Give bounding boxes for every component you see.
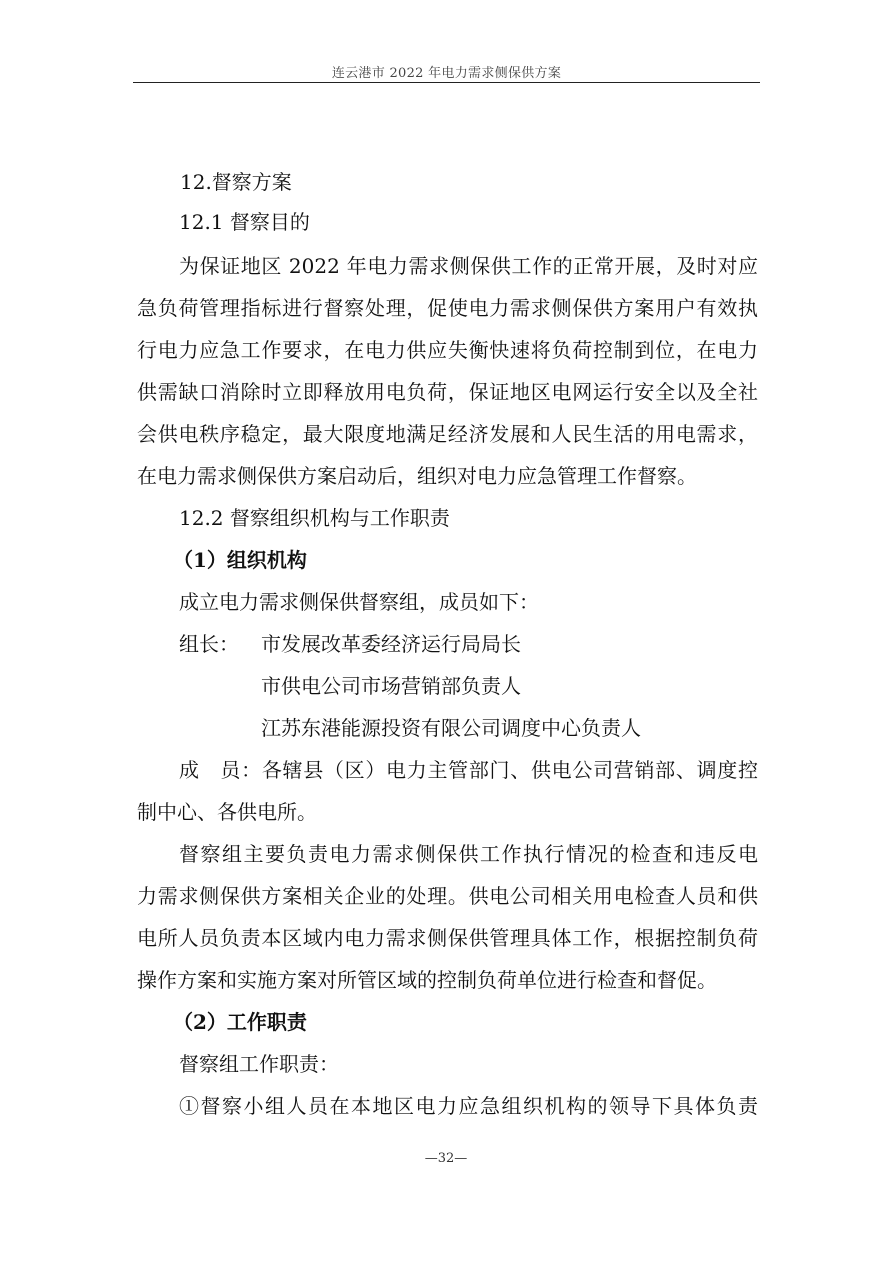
para2-line-4: 操作方案和实施方案对所管区域的控制负荷单位进行检查和督促。 — [137, 968, 717, 992]
header-rule — [133, 82, 760, 83]
para1-line-1: 为保证地区 2022 年电力需求侧保供工作的正常开展，及时对应 — [179, 254, 758, 278]
subsection-title-12-1: 12.1 督察目的 — [179, 210, 310, 234]
duty-intro: 督察组工作职责： — [179, 1052, 339, 1076]
running-header: 连云港市 2022 年电力需求侧保供方案 — [331, 66, 562, 81]
members-line-1: 成 员：各辖县（区）电力主管部门、供电公司营销部、调度控 — [179, 758, 758, 782]
org-intro: 成立电力需求侧保供督察组，成员如下： — [179, 590, 539, 614]
duty-item-1: ①督察小组人员在本地区电力应急组织机构的领导下具体负责 — [179, 1094, 758, 1118]
para1-line-5: 会供电秩序稳定，最大限度地满足经济发展和人民生活的用电需求， — [137, 422, 758, 446]
para2-line-2: 力需求侧保供方案相关企业的处理。供电公司相关用电检查人员和供 — [137, 884, 758, 908]
section-title: 12.督察方案 — [180, 170, 292, 194]
leader-3: 江苏东港能源投资有限公司调度中心负责人 — [261, 716, 641, 740]
leader-label: 组长： — [179, 632, 239, 656]
para1-line-6: 在电力需求侧保供方案启动后，组织对电力应急管理工作督察。 — [137, 464, 697, 488]
para2-line-3: 电所人员负责本区域内电力需求侧保供管理具体工作，根据控制负荷 — [137, 926, 758, 950]
page-number: —32— — [424, 1151, 468, 1166]
members-line-2: 制中心、各供电所。 — [137, 800, 317, 824]
org-heading: （1）组织机构 — [173, 548, 307, 572]
para1-line-3: 行电力应急工作要求，在电力供应失衡快速将负荷控制到位，在电力 — [137, 338, 758, 362]
subsection-title-12-2: 12.2 督察组织机构与工作职责 — [179, 506, 450, 530]
para1-line-2: 急负荷管理指标进行督察处理，促使电力需求侧保供方案用户有效执 — [137, 296, 758, 320]
leader-1: 市发展改革委经济运行局局长 — [261, 632, 521, 656]
para1-line-4: 供需缺口消除时立即释放用电负荷，保证地区电网运行安全以及全社 — [137, 380, 758, 404]
para2-line-1: 督察组主要负责电力需求侧保供工作执行情况的检查和违反电 — [179, 842, 758, 866]
duty-heading: （2）工作职责 — [173, 1010, 307, 1034]
leader-2: 市供电公司市场营销部负责人 — [261, 674, 521, 698]
